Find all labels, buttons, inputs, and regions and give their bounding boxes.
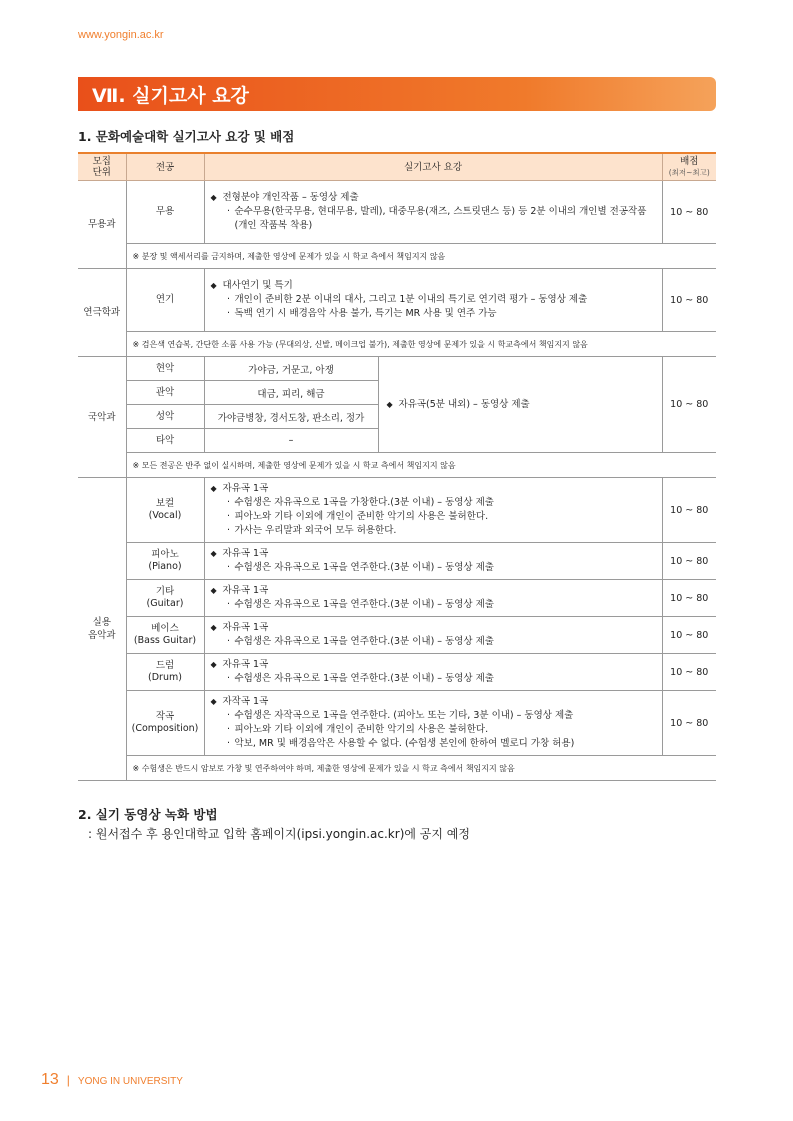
site-url[interactable]: www.yongin.ac.kr: [78, 29, 164, 41]
instrument-cell: –: [204, 429, 378, 453]
exam-table: [78, 152, 716, 781]
table-row: [78, 269, 716, 332]
note-row: [78, 756, 716, 781]
content-cell: ◆ 자작곡 1곡 · 수험생은 자작곡으로 1곡을 연주한다. (피아노 또는 기타, 3분 이내) – 동영상 제출 · 피아노와 기타 이외에 개인이 준비한 악기의 사용은 불허한다. · 악보, MR 및 배경음악은 사용할 수 없다. (수험생 본인에 한하여 멜로디 가창 허용): [204, 691, 662, 756]
major-cell: 성악: [126, 405, 204, 429]
score-cell: 10 ~ 80: [662, 580, 716, 617]
major-cell: 현악: [126, 357, 204, 381]
content-cell: ◆ 자유곡(5분 내외) – 동영상 제출: [378, 357, 662, 453]
major-cell: 보컬 (Vocal): [126, 478, 204, 543]
diamond-bullet-icon: ◆: [210, 697, 217, 706]
diamond-bullet-icon: ◆: [210, 660, 217, 669]
major-cell: 작곡 (Composition): [126, 691, 204, 756]
score-cell: 10 ~ 80: [662, 181, 716, 244]
score-cell: 10 ~ 80: [662, 654, 716, 691]
major-cell: 무용: [126, 181, 204, 244]
unit-cell: 무용과: [78, 181, 126, 269]
page-number: 13: [41, 1071, 59, 1088]
unit-cell: 실용 음악과: [78, 478, 126, 781]
content-cell: ◆ 자유곡 1곡 · 수험생은 자유곡으로 1곡을 연주한다.(3분 이내) – 동영상 제출: [204, 617, 662, 654]
header-score: 배점 (최저~최고): [662, 153, 716, 181]
score-cell: 10 ~ 80: [662, 543, 716, 580]
major-cell: 관악: [126, 381, 204, 405]
major-cell: 베이스 (Bass Guitar): [126, 617, 204, 654]
unit-cell: 연극학과: [78, 269, 126, 357]
instrument-cell: 가야금, 거문고, 아쟁: [204, 357, 378, 381]
page-footer: [41, 1071, 183, 1089]
major-cell: 기타 (Guitar): [126, 580, 204, 617]
diamond-bullet-icon: ◆: [210, 193, 217, 202]
instrument-cell: 대금, 피리, 해금: [204, 381, 378, 405]
diamond-bullet-icon: ◆: [210, 586, 217, 595]
diamond-bullet-icon: ◆: [210, 623, 217, 632]
instrument-cell: 가야금병창, 경서도창, 판소리, 정가: [204, 405, 378, 429]
major-cell: 피아노 (Piano): [126, 543, 204, 580]
note-row: [78, 244, 716, 269]
table-row: [78, 580, 716, 617]
unit-cell: 국악과: [78, 357, 126, 478]
major-cell: 연기: [126, 269, 204, 332]
table-row: [78, 654, 716, 691]
banner-title: Ⅶ. 실기고사 요강: [92, 85, 249, 107]
diamond-bullet-icon: ◆: [210, 549, 217, 558]
content-cell: ◆ 대사연기 및 특기 · 개인이 준비한 2분 이내의 대사, 그리고 1분 이내의 특기로 연기력 평가 – 동영상 제출 · 독백 연기 시 배경음악 사용 불가, 특기는 MR 사용 및 연주 가능: [204, 269, 662, 332]
score-cell: 10 ~ 80: [662, 478, 716, 543]
header-content: 실기고사 요강: [204, 153, 662, 181]
table-row: [78, 181, 716, 244]
note-row: [78, 332, 716, 357]
note-text: ※ 수험생은 반드시 암보로 가창 및 연주하여야 하며, 제출한 영상에 문제가 있을 시 학교 측에서 책임지지 않음: [126, 756, 716, 781]
diamond-bullet-icon: ◆: [210, 484, 217, 493]
table-row: [78, 357, 716, 381]
table-row: [78, 691, 716, 756]
content-cell: ◆ 자유곡 1곡 · 수험생은 자유곡으로 1곡을 연주한다.(3분 이내) – 동영상 제출: [204, 580, 662, 617]
footer-separator: |: [66, 1073, 70, 1087]
footer-university: YONG IN UNIVERSITY: [77, 1076, 183, 1087]
note-row: [78, 453, 716, 478]
score-cell: 10 ~ 80: [662, 691, 716, 756]
header-major: 전공: [126, 153, 204, 181]
score-cell: 10 ~ 80: [662, 269, 716, 332]
score-cell: 10 ~ 80: [662, 357, 716, 453]
major-cell: 드럼 (Drum): [126, 654, 204, 691]
table-row: [78, 617, 716, 654]
content-cell: ◆ 자유곡 1곡 · 수험생은 자유곡으로 1곡을 가창한다.(3분 이내) – 동영상 제출 · 피아노와 기타 이외에 개인이 준비한 악기의 사용은 불허한다. · 가사는 우리말과 외국어 모두 허용한다.: [204, 478, 662, 543]
diamond-bullet-icon: ◆: [386, 399, 393, 409]
section1-title: 1. 문화예술대학 실기고사 요강 및 배점: [78, 129, 295, 144]
header-unit: 모집 단위: [78, 153, 126, 181]
content-cell: ◆ 자유곡 1곡 · 수험생은 자유곡으로 1곡을 연주한다.(3분 이내) – 동영상 제출: [204, 654, 662, 691]
table-row: [78, 478, 716, 543]
note-text: ※ 분장 및 액세서리를 금지하며, 제출한 영상에 문제가 있을 시 학교 측에서 책임지지 않음: [126, 244, 716, 269]
diamond-bullet-icon: ◆: [210, 281, 217, 290]
section2-title: 2. 실기 동영상 녹화 방법: [78, 807, 218, 822]
note-text: ※ 모든 전공은 반주 없이 실시하며, 제출한 영상에 문제가 있을 시 학교 측에서 책임지지 않음: [126, 453, 716, 478]
content-cell: ◆ 전형분야 개인작품 – 동영상 제출 · 순수무용(한국무용, 현대무용, 발레), 대중무용(재즈, 스트릿댄스 등) 등 2분 이내의 개인별 전공작품 (개인 작품복 착용): [204, 181, 662, 244]
content-cell: ◆ 자유곡 1곡 · 수험생은 자유곡으로 1곡을 연주한다.(3분 이내) – 동영상 제출: [204, 543, 662, 580]
major-cell: 타악: [126, 429, 204, 453]
score-cell: 10 ~ 80: [662, 617, 716, 654]
section-banner: [78, 77, 716, 111]
table-header-row: [78, 153, 716, 181]
table-row: [78, 543, 716, 580]
note-text: ※ 검은색 연습복, 간단한 소품 사용 가능 (무대의상, 신발, 메이크업 불가), 제출한 영상에 문제가 있을 시 학교측에서 책임지지 않음: [126, 332, 716, 357]
section2-body: : 원서접수 후 용인대학교 입학 홈페이지(ipsi.yongin.ac.kr)에 공지 예정: [88, 827, 470, 841]
